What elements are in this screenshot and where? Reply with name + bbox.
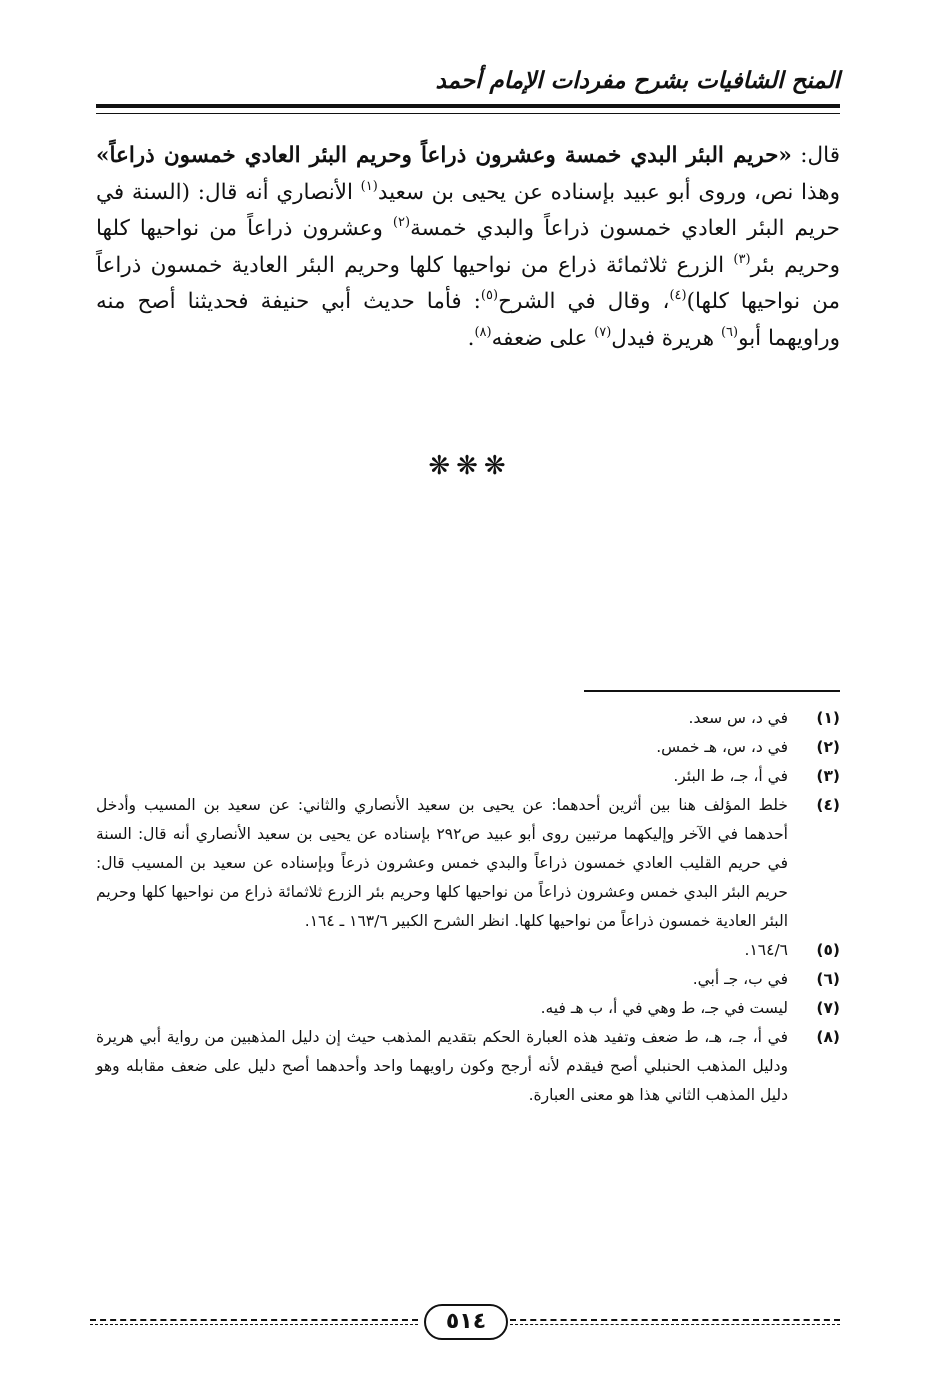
footnote-number: (٣) [816,767,840,785]
footnote-number: (٢) [816,738,840,756]
footnote-ref-1: (١) [360,178,378,194]
footnote-ref-5: (٥) [480,288,499,303]
footnote [96,1023,840,1110]
footnote [96,791,840,936]
main-paragraph: قال: «حريم البئر البدي خمسة وعشرون ذراعاً وحريم البئر العادي خمسون ذراعاً» وهذا نص، وروى أبو عبيد بإسناده عن يحيى بن سعيد$^{(١)}$ الأنصاري أنه قال: (السنة في حريم البئر العادي خمسون ذراعاً والبدي خمسة$^{(٢)}$ وعشرون ذراعاً من نواحيها كلها وحريم بئر$^{(٣)}$ الزرع ثلاثمائة ذراع من نواحيها كلها وحريم البئر العادية خمسون ذراعاً من نواحيها كلها)$^{(٤)}$، وقال في الشرح$^{(٥)}$: فأما حديث أبي حنيفة فحديثنا أصح منه وراويهما أبو$^{(٦)}$ هريرة فيدل$^{(٧)}$ على ضعفه$^{(٨)}$. [96,143,840,351]
footnote [96,994,840,1023]
footnote [96,762,840,791]
footnote-text: في أ، جـ، هـ، ط ضعف وتفيد هذه العبارة الحكم بتقديم المذهب حيث إن دليل المذهبين من رواية أبي هريرة ودليل المذهب الحنبلي أصح فيقدم لأنه أرجح وكون راويهما واحد وأحدهما أصح دليل على ضعف مقابله وهو دليل المذهب الثاني هذا هو معنى العبارة. [96,1028,788,1104]
running-header: المنح الشافيات بشرح مفردات الإمام أحمد [435,67,840,94]
qala: قال: [791,143,840,168]
footnote-number: (٨) [816,1028,840,1046]
footnote-number: (٦) [816,970,840,988]
footnote [96,733,840,762]
footnote-ref-3: (٣) [733,251,751,267]
header-rule-thin [96,113,840,114]
footnote-text: في د، س سعد. [688,709,788,727]
footnote-ref-2: (٢) [392,215,411,230]
page-footer [90,1302,840,1338]
footnote-ref-6: (٦) [720,324,739,340]
footnotes [96,704,840,1110]
footnote-text: في د، س، هـ خمس. [656,738,788,756]
footnote-number: (٤) [816,796,840,814]
footnote-ref-8: (٨) [474,324,492,340]
footnote [96,965,840,994]
footnote-number: (١) [816,709,840,727]
footer-rule-right-thin [510,1324,840,1325]
footnote-text: في أ، جـ، ط البئر. [673,767,788,785]
footnote-number: (٥) [816,941,840,959]
section-separator: ❋❋❋ [428,451,512,481]
quoted-matn: «حريم البئر البدي خمسة وعشرون ذراعاً وحريم البئر العادي خمسون ذراعاً» [96,143,792,168]
footnote [96,936,840,965]
main-text [96,138,840,357]
footnote-text: ١٦٤/٦. [744,941,788,959]
page-number: ٥١٤ [424,1304,508,1340]
footer-rule-left-thin [90,1324,418,1325]
footer-rule-right [510,1319,840,1321]
footnote-ref-7: (٧) [594,324,612,340]
footnote-ref-4: (٤) [669,288,687,303]
footnote [96,704,840,733]
footnote-rule [584,690,840,692]
footnote-number: (٧) [816,999,840,1017]
header-rule [96,104,840,108]
footer-rule-left [90,1319,418,1321]
footnote-text: خلط المؤلف هنا بين أثرين أحدهما: عن يحيى بن سعيد الأنصاري والثاني: عن سعيد بن المسيب وأدخل أحدهما في الآخر وإليكهما مرتبين روى أبو عبيد ص٢٩٢ بإسناده عن يحيى بن سعيد الأنصاري أنه قال: السنة في حريم القليب العادي خمسون ذراعاً والبدي خمس وعشرون ذرعاً وبإسناده عن سعيد بن المسيب قال: حريم البئر البدي خمس وعشرون ذراعاً من نواحيها كلها وحريم بئر الزرع ثلاثمائة ذراع من نواحيها كلها وحريم البئر العادية خمسون ذراعاً من نواحيها كلها. انظر الشرح الكبير ١٦٣/٦ ـ ١٦٤. [96,796,788,930]
footnote-text: في ب، جـ أبي. [692,970,788,988]
footnote-text: ليست في جـ، ط وهي في أ، ب هـ فيه. [540,999,788,1017]
